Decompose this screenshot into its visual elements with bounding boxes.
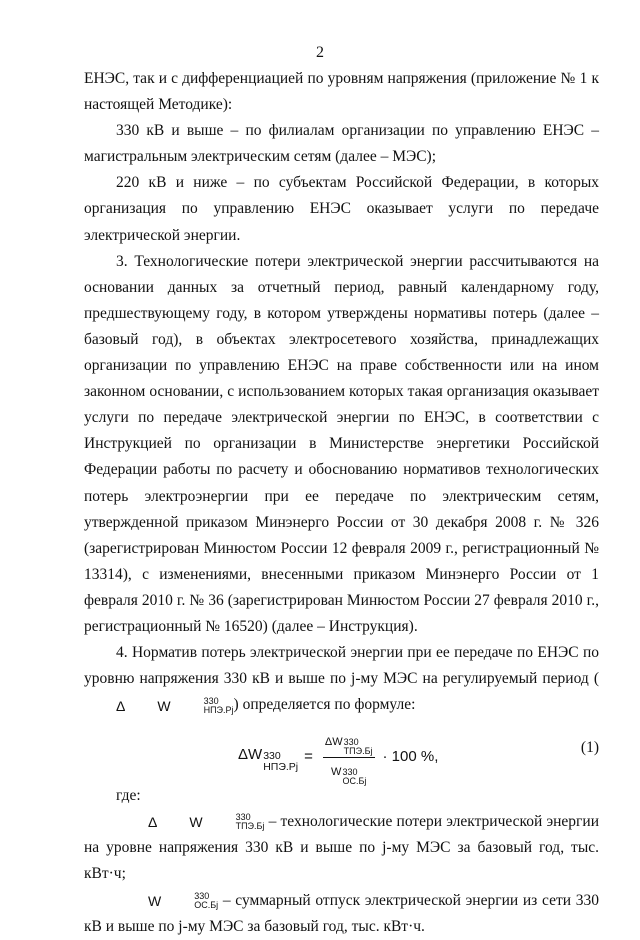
subscript: ТПЭ.Бj [344, 747, 373, 756]
subscript: НПЭ.Pj [263, 762, 298, 773]
definition-2-text: – суммарный отпуск электрической энергии из сети 330 кВ и выше по j-му МЭС за базовый год, тыс. кВт·ч. [84, 892, 599, 935]
superscript: 330 [342, 768, 366, 777]
paragraph-5-after: ) определяется по формуле: [234, 696, 416, 713]
numerator-symbol [325, 729, 373, 756]
index-block [342, 768, 366, 786]
equals-sign: = [304, 744, 313, 770]
paragraph-1: ЕНЭС, так и с дифференциацией по уровням напряжения (приложение № 1 к настоящей Методике): [84, 66, 599, 118]
fraction-numerator [323, 729, 375, 758]
superscript: 330 [263, 751, 298, 762]
index-block [204, 813, 265, 831]
subscript: НПЭ.Pj [172, 706, 234, 715]
symbol-delta-w-tpe [116, 809, 264, 835]
delta-symbol: Δ [116, 809, 157, 835]
document-body [84, 66, 599, 940]
subscript: ТПЭ.Бj [204, 822, 265, 831]
formula-row [84, 723, 599, 783]
fraction [323, 729, 375, 786]
delta-symbol: Δ [238, 742, 248, 768]
definition-2 [84, 888, 599, 940]
page-number: 2 [0, 44, 640, 62]
subscript: ОС.Бj [162, 901, 218, 910]
paragraph-4: 3. Технологические потери электрической энергии рассчитываются на основании данных за отчетный период, равный календарному году, предшествующему году, в котором утверждены нормативы потерь (далее – базовый год), в объектах электросетевого хозяйства, принадлежащих организации по управлению ЕНЭС на праве собственности или на ином законном основании, с использованием которых такая организация оказывает услуги по передаче электрической энергии по ЕНЭС, в соответствии с Инструкцией по организации в Министерстве энергетики Российской Федерации работы по расчету и обоснованию нормативов технологических потерь электроэнергии при ее передаче по электрическим сетям, утвержденной приказом Минэнерго России от 30 декабря 2008 г. № 326 (зарегистрирован Минюстом России 12 февраля 2009 г., регистрационный № 13314), с изменениями, внесенными приказом Минэнерго России от 1 февраля 2010 г. № 36 (зарегистрирован Минюстом России 27 февраля 2010 г., регистрационный № 16520) (далее – Инструкция). [84, 249, 599, 640]
definition-1-text: – технологические потери электрической энергии на уровне напряжения 330 кВ и выше по j-му МЭС за базовый год, тыс. кВт·ч; [84, 813, 599, 883]
index-block [344, 738, 373, 756]
fraction-denominator [329, 758, 368, 786]
subscript: ОС.Бj [342, 777, 366, 786]
formula [238, 729, 438, 786]
w-symbol: W [116, 888, 161, 914]
w-symbol: W [157, 809, 202, 835]
denominator-symbol [331, 759, 366, 786]
delta-symbol: Δ [84, 693, 125, 719]
paragraph-2: 330 кВ и выше – по филиалам организации по управлению ЕНЭС – магистральным электрическим сетям (далее – МЭС); [84, 118, 599, 170]
superscript: 330 [162, 892, 218, 901]
formula-lhs [238, 742, 298, 773]
paragraph-5 [84, 640, 599, 719]
index-block [172, 697, 234, 715]
paragraph-3: 220 кВ и ниже – по субъектам Российской Федерации, в которых организация по управлению ЕНЭС оказывает услуги по передаче электрической энергии. [84, 170, 599, 248]
where-label: где: [84, 783, 599, 809]
symbol-w-os [116, 888, 218, 914]
delta-symbol: Δ [325, 729, 332, 755]
superscript: 330 [344, 738, 373, 747]
superscript: 330 [172, 697, 234, 706]
w-symbol: W [248, 742, 262, 768]
symbol-delta-w-npe [84, 693, 234, 719]
index-block [162, 892, 218, 910]
w-symbol: W [331, 759, 341, 785]
superscript: 330 [204, 813, 265, 822]
equation-number: (1) [581, 735, 599, 761]
index-block [263, 751, 298, 773]
times-100-percent: · 100 %, [383, 744, 439, 770]
w-symbol: W [125, 693, 170, 719]
paragraph-5-before: 4. Норматив потерь электрической энергии при ее передаче по ЕНЭС по уровню напряжения 330 кВ и выше по j-му МЭС на регулируемый период ( [84, 644, 599, 687]
w-symbol: W [332, 729, 342, 755]
definition-1 [84, 809, 599, 888]
